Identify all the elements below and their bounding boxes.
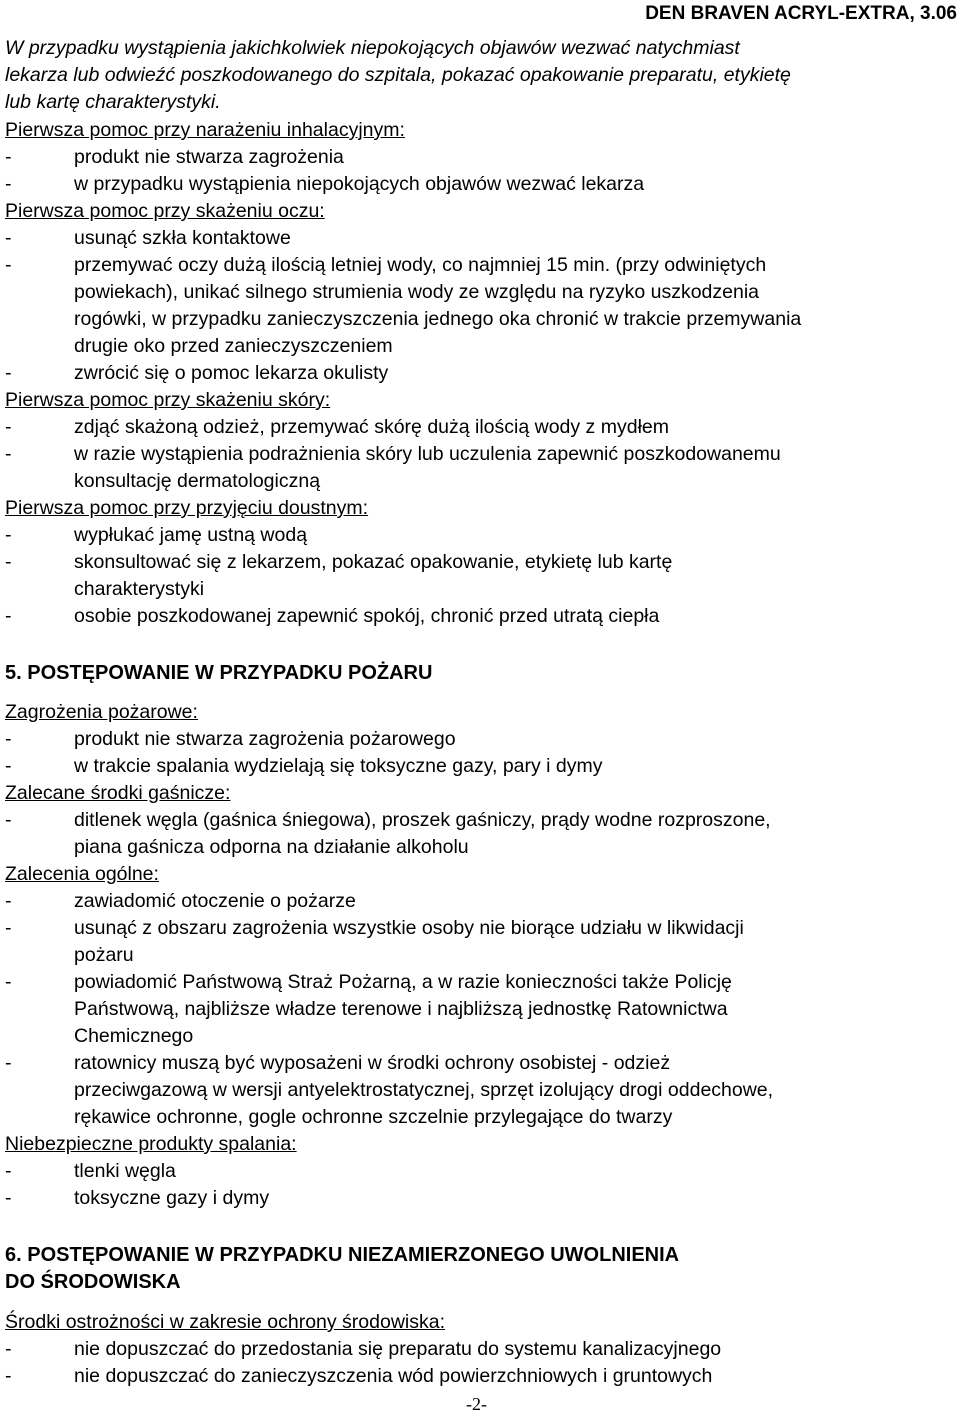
list-item: - zwrócić się o pomoc lekarza okulisty (5, 362, 389, 384)
list-item-continuation: pożaru (74, 944, 134, 966)
list-item: - skonsultować się z lekarzem, pokazać opakowanie, etykietę lub kartę (5, 551, 673, 573)
list-item: - ditlenek węgla (gaśnica śniegowa), proszek gaśniczy, prądy wodne rozproszone, (5, 809, 771, 831)
inhalation-heading: Pierwsza pomoc przy narażeniu inhalacyjnym: (5, 119, 405, 141)
list-item: - powiadomić Państwową Straż Pożarną, a w razie konieczności także Policję (5, 971, 732, 993)
list-item: - usunąć z obszaru zagrożenia wszystkie osoby nie biorące udziału w likwidacji (5, 917, 744, 939)
fire-hazards-heading: Zagrożenia pożarowe: (5, 701, 198, 723)
extinguishing-media-heading: Zalecane środki gaśnicze: (5, 782, 231, 804)
list-item-continuation: Chemicznego (74, 1025, 194, 1047)
section-6-title: DO ŚRODOWISKA (5, 1271, 181, 1293)
list-item-continuation: powiekach), unikać silnego strumienia wody ze względu na ryzyko uszkodzenia (74, 281, 760, 303)
list-item-continuation: rękawice ochronne, gogle ochronne szczelnie przylegające do twarzy (74, 1106, 673, 1128)
intro-line: W przypadku wystąpienia jakichkolwiek niepokojących objawów wezwać natychmiast (5, 37, 740, 59)
eyes-heading: Pierwsza pomoc przy skażeniu oczu: (5, 200, 325, 222)
list-item-continuation: charakterystyki (74, 578, 205, 600)
list-item: - ratownicy muszą być wyposażeni w środki ochrony osobistej - odzież (5, 1052, 671, 1074)
list-item: - nie dopuszczać do zanieczyszczenia wód powierzchniowych i gruntowych (5, 1365, 713, 1387)
list-item: - zdjąć skażoną odzież, przemywać skórę dużą ilością wody z mydłem (5, 416, 669, 438)
list-item: - toksyczne gazy i dymy (5, 1187, 270, 1209)
list-item: - usunąć szkła kontaktowe (5, 227, 291, 249)
list-item: - w przypadku wystąpienia niepokojących objawów wezwać lekarza (5, 173, 645, 195)
list-item-continuation: rogówki, w przypadku zanieczyszczenia jednego oka chronić w trakcie przemywania (74, 308, 802, 330)
page-number: -2- (466, 1394, 487, 1414)
skin-heading: Pierwsza pomoc przy skażeniu skóry: (5, 389, 331, 411)
environment-precautions-heading: Środki ostrożności w zakresie ochrony środowiska: (5, 1311, 446, 1333)
list-item: - tlenki węgla (5, 1160, 176, 1182)
intro-paragraph (5, 35, 957, 116)
section-6 (5, 1242, 957, 1296)
list-item: - nie dopuszczać do przedostania się preparatu do systemu kanalizacyjnego (5, 1338, 722, 1360)
list-item-continuation: drugie oko przed zanieczyszczeniem (74, 335, 393, 357)
section-6-title: 6. POSTĘPOWANIE W PRZYPADKU NIEZAMIERZONEGO UWOLNIENIA (5, 1244, 680, 1266)
general-recommendations-heading: Zalecenia ogólne: (5, 863, 159, 885)
section-5-body (5, 699, 957, 1212)
section-5 (5, 660, 957, 687)
list-item: - produkt nie stwarza zagrożenia pożarowego (5, 728, 456, 750)
first-aid-section (5, 117, 957, 630)
section-6-body (5, 1309, 957, 1390)
list-item: - produkt nie stwarza zagrożenia (5, 146, 344, 168)
list-item-continuation: piana gaśnicza odporna na działanie alkoholu (74, 836, 469, 858)
list-item-continuation: przeciwgazową w wersji antyelektrostatycznej, sprzęt izolujący drogi oddechowe, (74, 1079, 774, 1101)
oral-heading: Pierwsza pomoc przy przyjęciu doustnym: (5, 497, 369, 519)
intro-line: lub kartę charakterystyki. (5, 91, 221, 113)
list-item-continuation: konsultację dermatologiczną (74, 470, 321, 492)
combustion-products-heading: Niebezpieczne produkty spalania: (5, 1133, 297, 1155)
document-header-title: DEN BRAVEN ACRYL-EXTRA, 3.06 (645, 3, 957, 24)
list-item: - w trakcie spalania wydzielają się toksyczne gazy, pary i dymy (5, 755, 603, 777)
list-item: - osobie poszkodowanej zapewnić spokój, chronić przed utratą ciepła (5, 605, 660, 627)
list-item: - wypłukać jamę ustną wodą (5, 524, 308, 546)
list-item: - w razie wystąpienia podrażnienia skóry lub uczulenia zapewnić poszkodowanemu (5, 443, 781, 465)
list-item: - zawiadomić otoczenie o pożarze (5, 890, 356, 912)
section-5-title: 5. POSTĘPOWANIE W PRZYPADKU POŻARU (5, 662, 433, 684)
list-item: - przemywać oczy dużą ilością letniej wody, co najmniej 15 min. (przy odwiniętych (5, 254, 767, 276)
list-item-continuation: Państwową, najbliższe władze terenowe i najbliższą jednostkę Ratownictwa (74, 998, 728, 1020)
intro-line: lekarza lub odwieźć poszkodowanego do szpitala, pokazać opakowanie preparatu, etykietę (5, 64, 791, 86)
